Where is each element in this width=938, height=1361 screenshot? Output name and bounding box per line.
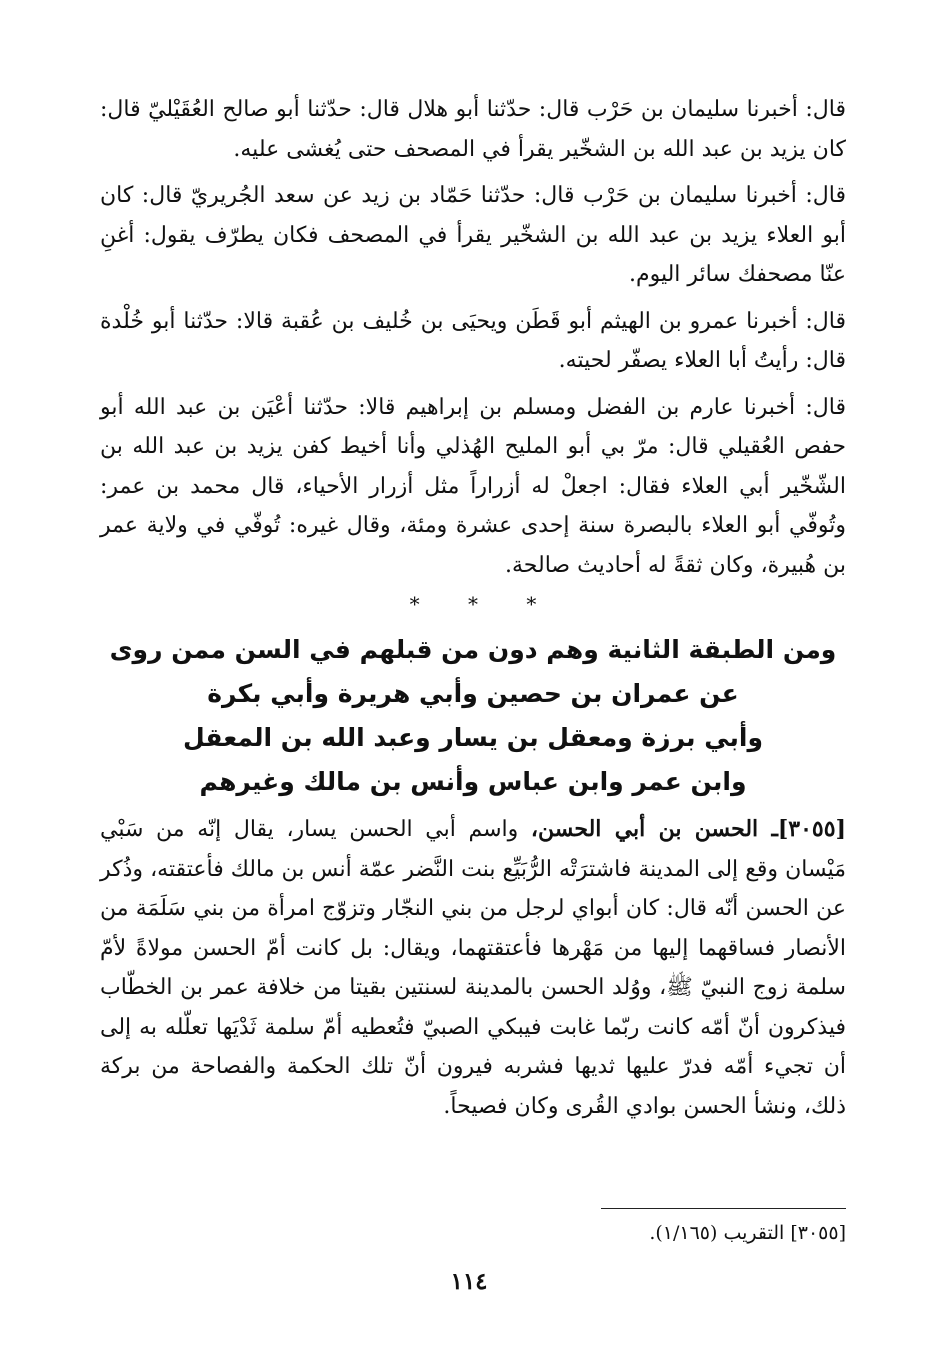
paragraph-3: قال: أخبرنا عمرو بن الهيثم أبو قَطَن ويحيَى بن خُليف بن عُقبة قالا: حدّثنا أبو خُلْدة قال: رأيتُ أبا العلاء يصفّر لحيته. [100,308,846,373]
paragraph-1: قال: أخبرنا سليمان بن حَرْب قال: حدّثنا أبو هلال قال: حدّثنا أبو صالح العُقَيْليّ قال: كان يزيد بن عبد الله بن الشخّير يقرأ في المصحف حتى يُغشى عليه. [100,97,846,162]
entry-text: واسم أبي الحسن يسار، يقال إنّه من سَبْي مَيْسان وقع إلى المدينة فاشترَتْه الرُّبَيِّع بنت النَّضر عمّة أنس بن مالك فأعتقته، وذُكر عن الحسن أنّه قال: كان أبواي لرجل من بني النجّار وتزوّج امرأة من بني سَلَمَة من الأنصار فساقهما إليها من مَهْرها فأعتقتهما، ويقال: بل كانت أمّ الحسن مولاةً لأمّ سلمة زوج النبيّ ﷺ، ووُلد الحسن بالمدينة لسنتين بقيتا من خلافة عمر بن الخطّاب فيذكرون أنّ أمّه كانت ربّما غابت فيبكي الصبيّ فتُعطيه أمّ سلمة ثَدْيَها تعلّله به إلى أن تجيء أمّه فدرّ عليها ثديها فشربه فيرون أنّ تلك الحكمة والفصاحة من بركة ذلك، ونشأ الحسن بوادي القُرى وكان فصيحاً. [100,817,846,1119]
section-separator: * * * [409,592,537,616]
heading-line-1: ومن الطبقة الثانية وهم دون من قبلهم في السن ممن روى [109,635,837,664]
paragraph-2: قال: أخبرنا سليمان بن حَرْب قال: حدّثنا حَمّاد بن زيد عن سعد الجُريريّ قال: كان أبو العلاء يزيد بن عبد الله بن الشخّير يقرأ في المصحف فكان يطرّف يقول: أغنِ عنّا مصحفك سائر اليوم. [100,183,846,287]
section-heading [100,628,846,804]
footnote: [٣٠٥٥] التقريب (١/١٦٥). [649,1222,846,1244]
page-body [100,90,846,1133]
page-number: ١١٤ [450,1268,488,1295]
entry-number-and-name: [٣٠٥٥]ـ الحسن بن أبي الحسن، [530,816,846,842]
biography-entry [100,810,846,1126]
heading-line-3: وأبي برزة ومعقل بن يسار وعبد الله بن المعقل [182,723,764,752]
paragraph-4: قال: أخبرنا عارم بن الفضل ومسلم بن إبراهيم قالا: حدّثنا أعْيَن بن عبد الله أبو حفص العُقيلي قال: مرّ بي أبو المليح الهُذلي وأنا أخيط كفن يزيد بن عبد الله بن الشّخّير أبي العلاء فقال: اجعلْ له أزراراً مثل أزرار الأحياء، قال محمد بن عمر: وتُوفّي أبو العلاء بالبصرة سنة إحدى عشرة ومئة، وقال غيره: تُوفّي في ولاية عمر بن هُبيرة، وكان ثقةً له أحاديث صالحة. [100,394,846,578]
heading-line-2: عن عمران بن حصين وأبي هريرة وأبي بكرة [207,679,739,708]
footnote-divider [601,1208,846,1209]
heading-line-4: وابن عمر وابن عباس وأنس بن مالك وغيرهم [199,767,747,796]
